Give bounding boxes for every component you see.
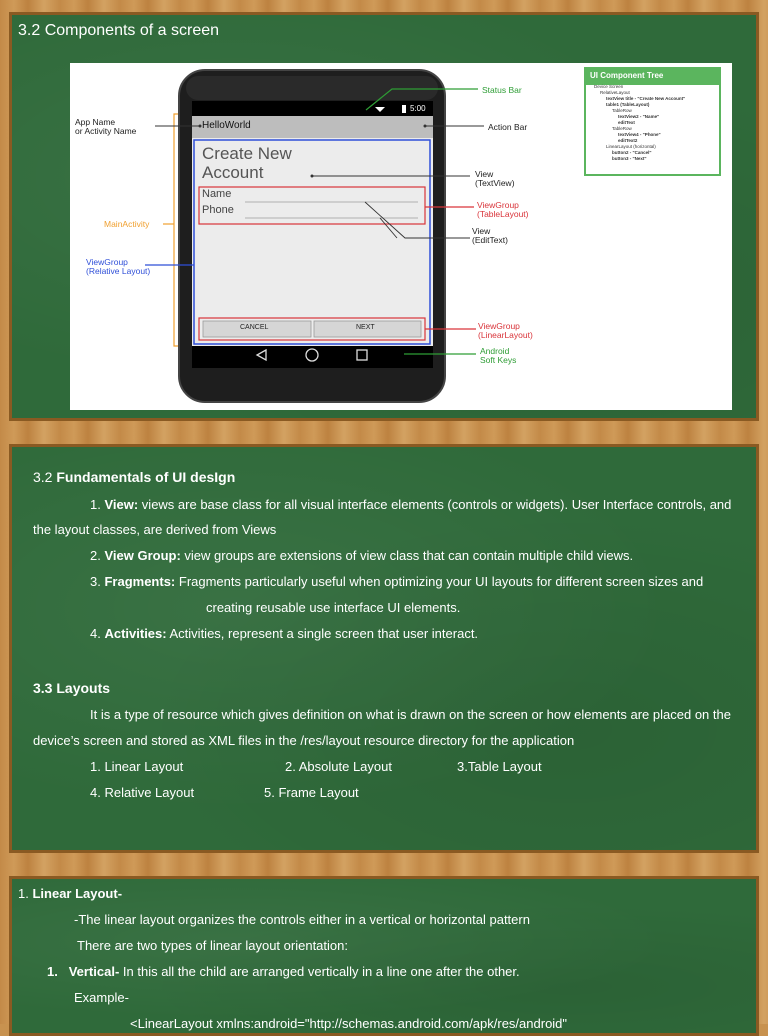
app-title: HelloWorld [202, 120, 251, 131]
fundamentals-item-1: 1. View: views are base class for all visual interface elements (controls or widgets). User Interface controls, and [90, 497, 732, 512]
layout-list-item: 3.Table Layout [457, 759, 542, 774]
phone-label: Phone [202, 204, 234, 216]
tree-row: RelativeLayout [600, 90, 630, 95]
tree-row: TableRow [612, 108, 632, 113]
vertical-orientation-item: 1. Vertical- In this all the child are arranged vertically in a line one after the other. [47, 964, 520, 979]
tree-row: textView title - "Create New Account" [606, 96, 686, 101]
layout-list-item: 2. Absolute Layout [285, 759, 392, 774]
fundamentals-item-1-continuation: the layout classes, are derived from Views [33, 522, 277, 537]
code-line: <LinearLayout xmlns:android="http://schemas.android.com/apk/res/android" [130, 1016, 568, 1031]
tree-row: button3 - "Next" [612, 156, 647, 161]
viewgroup-relative-label: ViewGroup (Relative Layout) [86, 257, 151, 276]
cancel-button: CANCEL [240, 324, 269, 331]
tree-row: Device Screen [594, 84, 624, 89]
ui-tree-title: UI Component Tree [586, 69, 719, 85]
phone-diagram-svg [0, 0, 768, 430]
linear-layout-line-1: -The linear layout organizes the controls either in a vertical or horizontal pattern [74, 912, 530, 927]
viewgroup-linear-label: ViewGroup (LinearLayout) [478, 321, 533, 340]
tree-row: table1 (TableLayout) [606, 102, 650, 107]
tree-row: textView2 - "Name" [618, 114, 660, 119]
linear-layout-heading: 1. Linear Layout- [18, 886, 123, 901]
tree-row: textView4 - "Phone" [618, 132, 661, 137]
ui-component-tree [584, 67, 721, 176]
slide-1-title: 3.2 Components of a screen [18, 22, 220, 39]
layout-list-item: 5. Frame Layout [264, 785, 359, 800]
example-label: Example- [74, 990, 129, 1005]
status-bar-label: Status Bar [482, 85, 522, 95]
section-fundamentals-heading: 3.2 Fundamentals of UI desIgn [33, 469, 236, 485]
view-edittext-label: View (EditText) [472, 226, 508, 245]
tree-row: LinearLayout (horizontal) [606, 144, 656, 149]
status-time: 5:00 [410, 104, 426, 113]
view-textview-label: View (TextView) [475, 169, 515, 188]
phone-bezel-top [186, 76, 438, 100]
section-layouts-heading: 3.3 Layouts [33, 680, 111, 696]
viewgroup-table-label: ViewGroup (TableLayout) [477, 200, 529, 219]
tree-row: button2 - "Cancel" [612, 150, 652, 155]
status-bar [192, 101, 433, 116]
main-activity-bracket [174, 114, 178, 346]
tree-row: TableRow [612, 126, 632, 131]
layout-list-item: 4. Relative Layout [90, 785, 195, 800]
fundamentals-item-3: 3. Fragments: Fragments particularly useful when optimizing your UI layouts for different screen sizes and [90, 574, 704, 589]
tree-row: editText2 [618, 138, 638, 143]
next-button: NEXT [356, 324, 375, 331]
fundamentals-item-2: 2. View Group: view groups are extensions of view class that can contain multiple child views. [90, 548, 634, 563]
app-name-label: App Name or Activity Name [75, 117, 137, 136]
name-label: Name [202, 188, 232, 200]
layouts-paragraph-line-1: It is a type of resource which gives definition on what is drawn on the screen or how elements are placed on the [90, 707, 731, 722]
layouts-paragraph-line-2: device’s screen and stored as XML files in the /res/layout resource directory for the application [33, 733, 575, 748]
screen-heading-line-2: Account [202, 163, 264, 182]
linear-layout-line-2: There are two types of linear layout orientation: [77, 938, 348, 953]
screen-heading-line-1: Create New [202, 144, 292, 163]
tree-row: editText [618, 120, 635, 125]
main-activity-label: MainActivity [104, 219, 150, 229]
action-bar-label: Action Bar [488, 122, 528, 132]
layout-list-item: 1. Linear Layout [90, 759, 184, 774]
battery-icon [402, 105, 406, 113]
soft-keys-label: Android Soft Keys [480, 346, 517, 365]
fundamentals-item-4: 4. Activities: Activities, represent a single screen that user interact. [90, 626, 479, 641]
fundamentals-item-3-continuation: creating reusable use interface UI elements. [206, 600, 461, 615]
